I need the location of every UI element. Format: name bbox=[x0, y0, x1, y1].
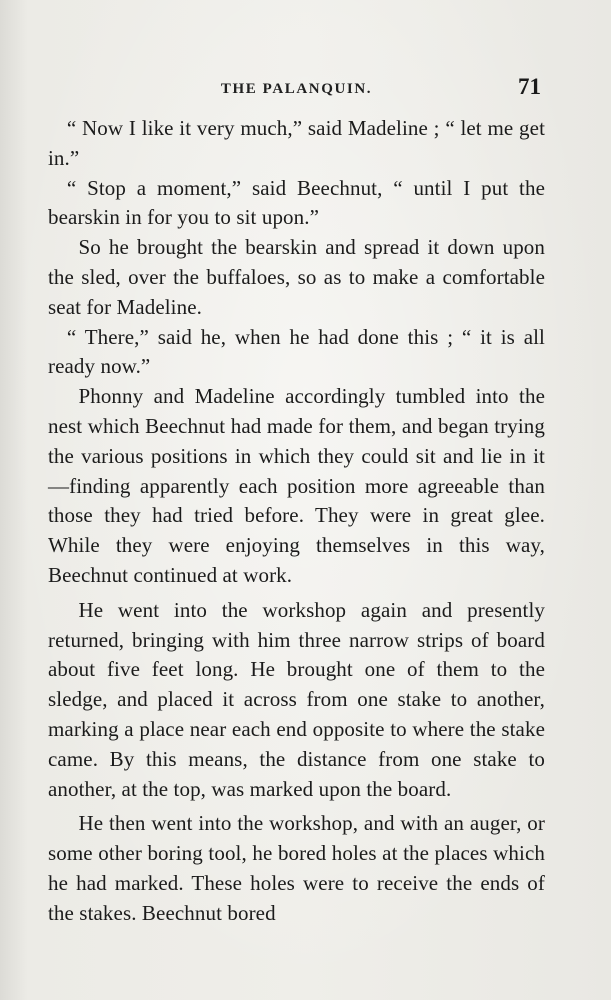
paragraph-6: He went into the workshop again and presently returned, bringing with him three narrow strips of board about five feet long. He brought one of them to the sledge, and placed it across from one stake to another, marking a place near each end opposite to where the stake came. By this means, the distance from one stake to another, at the top, was marked upon the board. bbox=[48, 597, 545, 801]
paragraph-4: “ There,” said he, when he had done this ; “ it is all ready now.” bbox=[48, 324, 545, 379]
running-head: THE PALANQUIN. bbox=[220, 81, 373, 97]
paragraph-2: “ Stop a moment,” said Beechnut, “ until I put the bearskin in for you to sit upon.” bbox=[48, 175, 545, 230]
body-text bbox=[48, 114, 545, 929]
paragraph-5: Phonny and Madeline accordingly tumbled into the nest which Beechnut had made for them, and began trying the various positions in which they could sit and lie in it—finding apparently each position more agreeable than those they had tried before. They were in great glee. While they were enjoying themselves in this way, Beechnut continued at work. bbox=[48, 384, 545, 587]
paragraph-3: So he brought the bearskin and spread it down upon the sled, over the buffaloes, so as to make a comfortable seat for Madeline. bbox=[48, 235, 545, 319]
page-number: 71 bbox=[518, 74, 541, 99]
paragraph-7: He then went into the workshop, and with an auger, or some other boring tool, he bored holes at the places which he had marked. These holes were to receive the ends of the stakes. Beechnut bored bbox=[48, 811, 545, 925]
paragraph-1: “ Now I like it very much,” said Madeline ; “ let me get in.” bbox=[48, 116, 545, 170]
page-header bbox=[48, 74, 545, 104]
